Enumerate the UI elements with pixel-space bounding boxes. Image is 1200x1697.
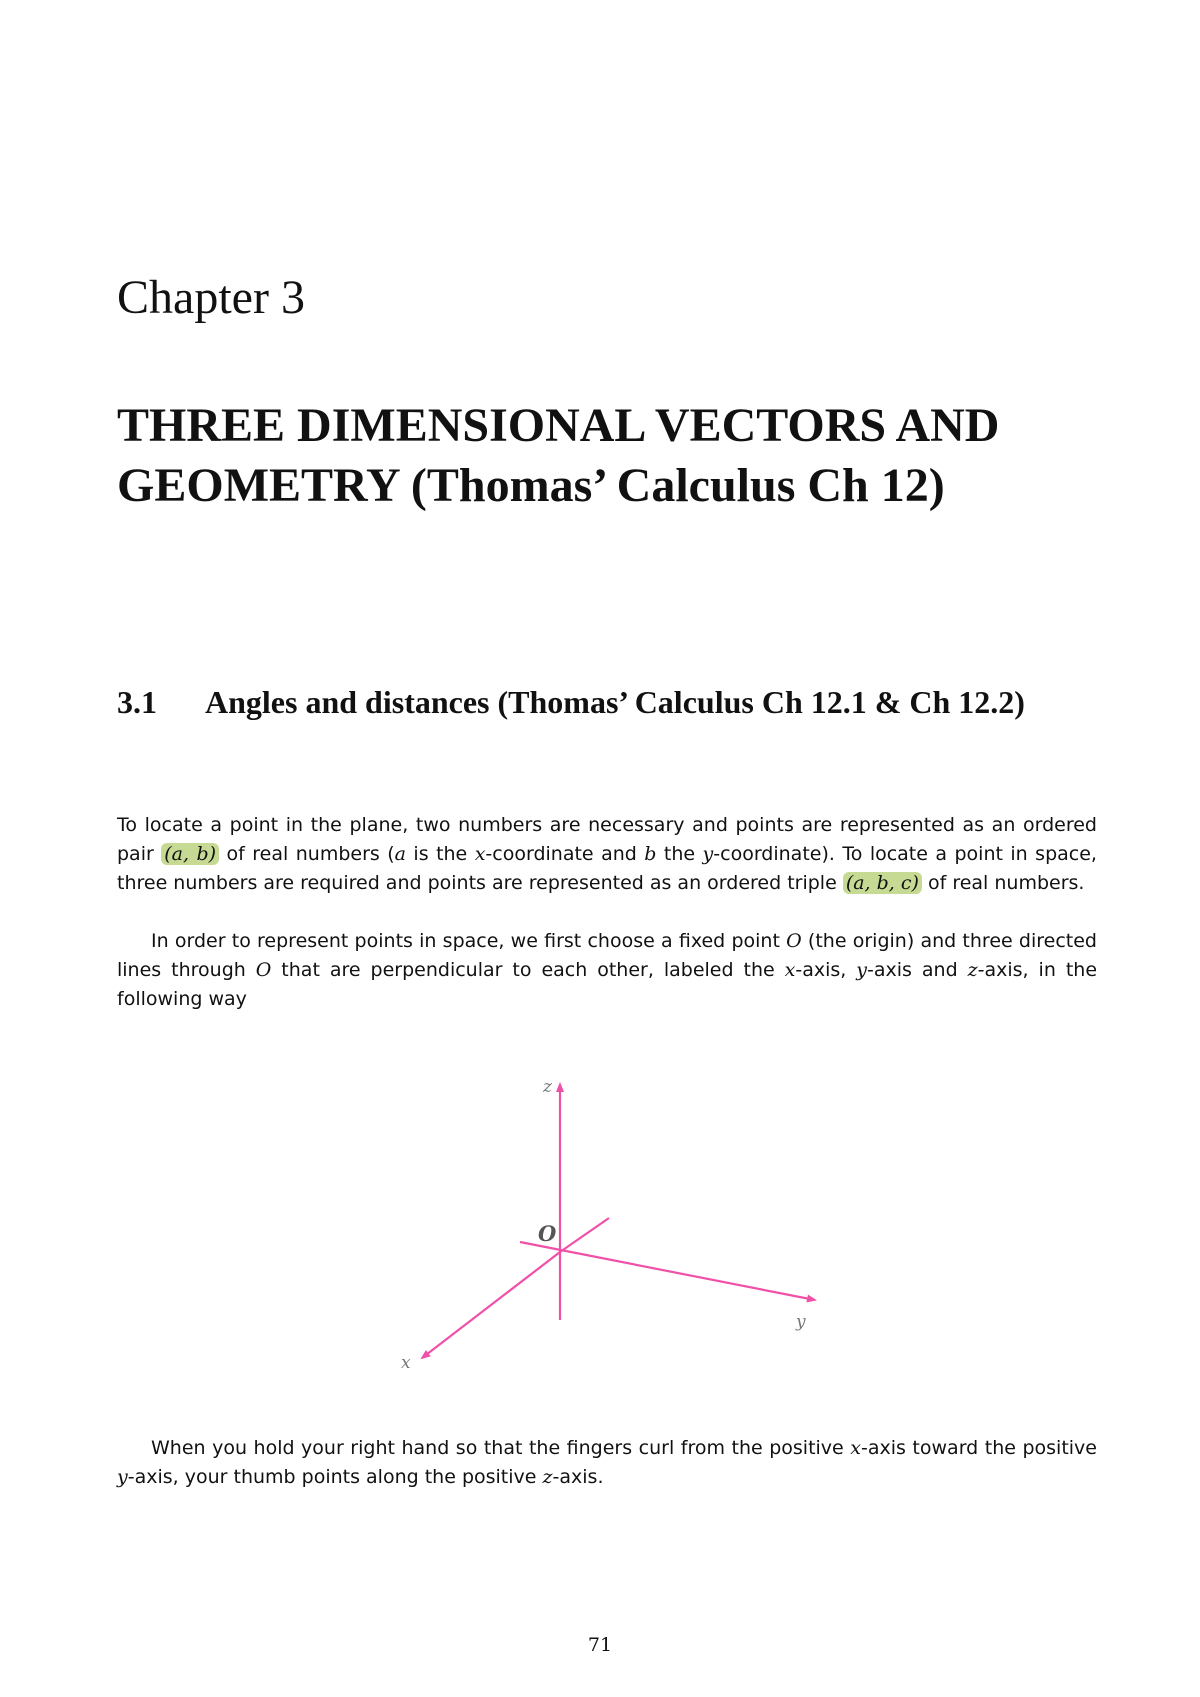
text-span: (the origin) and three directed lines through <box>117 930 1097 981</box>
math-variable-a: a <box>394 843 406 865</box>
text-span: In order to represent points in space, we first choose a fixed point <box>151 930 787 952</box>
z-axis-label: z <box>543 1077 552 1097</box>
math-variable-x: x <box>784 959 796 981</box>
math-variable-y: y <box>702 843 714 865</box>
paragraph-plane-and-space <box>117 811 1097 898</box>
math-variable-o: O <box>786 930 802 952</box>
math-variable-b: b <box>644 843 657 865</box>
text-span: -axis, your thumb points along the positive <box>127 1466 543 1488</box>
math-variable-z: z <box>967 959 978 981</box>
section-heading <box>117 680 1097 724</box>
x-axis-line <box>422 1252 560 1358</box>
coordinate-axes-figure <box>385 1070 825 1380</box>
math-variable-y: y <box>117 1466 128 1488</box>
highlight-ordered-pair: (a, b) <box>161 843 219 865</box>
text-span: To locate a point in the plane, two numbers are necessary and points are represented as an ordered pair <box>117 814 1097 865</box>
text-span: that are perpendicular to each other, labeled the <box>271 959 785 981</box>
axes-diagram <box>385 1070 825 1380</box>
math-variable-x: x <box>474 843 486 865</box>
text-span: -axis toward the positive <box>860 1437 1097 1459</box>
chapter-title: THREE DIMENSIONAL VECTORS AND GEOMETRY (Thomas’ Calculus Ch 12) <box>117 399 1000 512</box>
highlight-ordered-triple: (a, b, c) <box>843 872 922 894</box>
section-number: 3.1 <box>117 684 157 720</box>
paragraph-right-hand-rule <box>117 1434 1097 1492</box>
math-variable-z: z <box>542 1466 553 1488</box>
paragraph-axes-definition <box>117 927 1097 1014</box>
math-variable-y: y <box>856 959 868 981</box>
page-number: 71 <box>587 1634 613 1656</box>
origin-label: O <box>538 1221 557 1246</box>
math-variable-o: O <box>255 959 272 981</box>
x-axis-label: x <box>401 1353 411 1373</box>
chapter-label: Chapter 3 <box>117 271 305 324</box>
text-span: is the <box>405 843 475 865</box>
text-span: of real numbers ( <box>219 843 395 865</box>
text-span: -axis, <box>795 959 857 981</box>
x-axis-back-line <box>560 1218 609 1252</box>
text-span: of real numbers. <box>921 872 1085 894</box>
y-axis-label: y <box>796 1312 806 1332</box>
text-span: -coordinate). To locate a point in space, three numbers are required and points are represented as an ordered triple <box>117 843 1097 894</box>
y-axis-line <box>520 1242 815 1300</box>
text-span: -axis. <box>552 1466 604 1488</box>
text-span: -axis, in the following way <box>117 959 1098 1010</box>
text-span: the <box>656 843 703 865</box>
text-span: -axis and <box>867 959 968 981</box>
math-variable-x: x <box>850 1437 861 1459</box>
section-title: Angles and distances (Thomas’ Calculus Ch 12.1 & Ch 12.2) <box>205 684 1025 720</box>
text-span: -coordinate and <box>485 843 645 865</box>
text-span: When you hold your right hand so that the fingers curl from the positive <box>151 1437 851 1459</box>
